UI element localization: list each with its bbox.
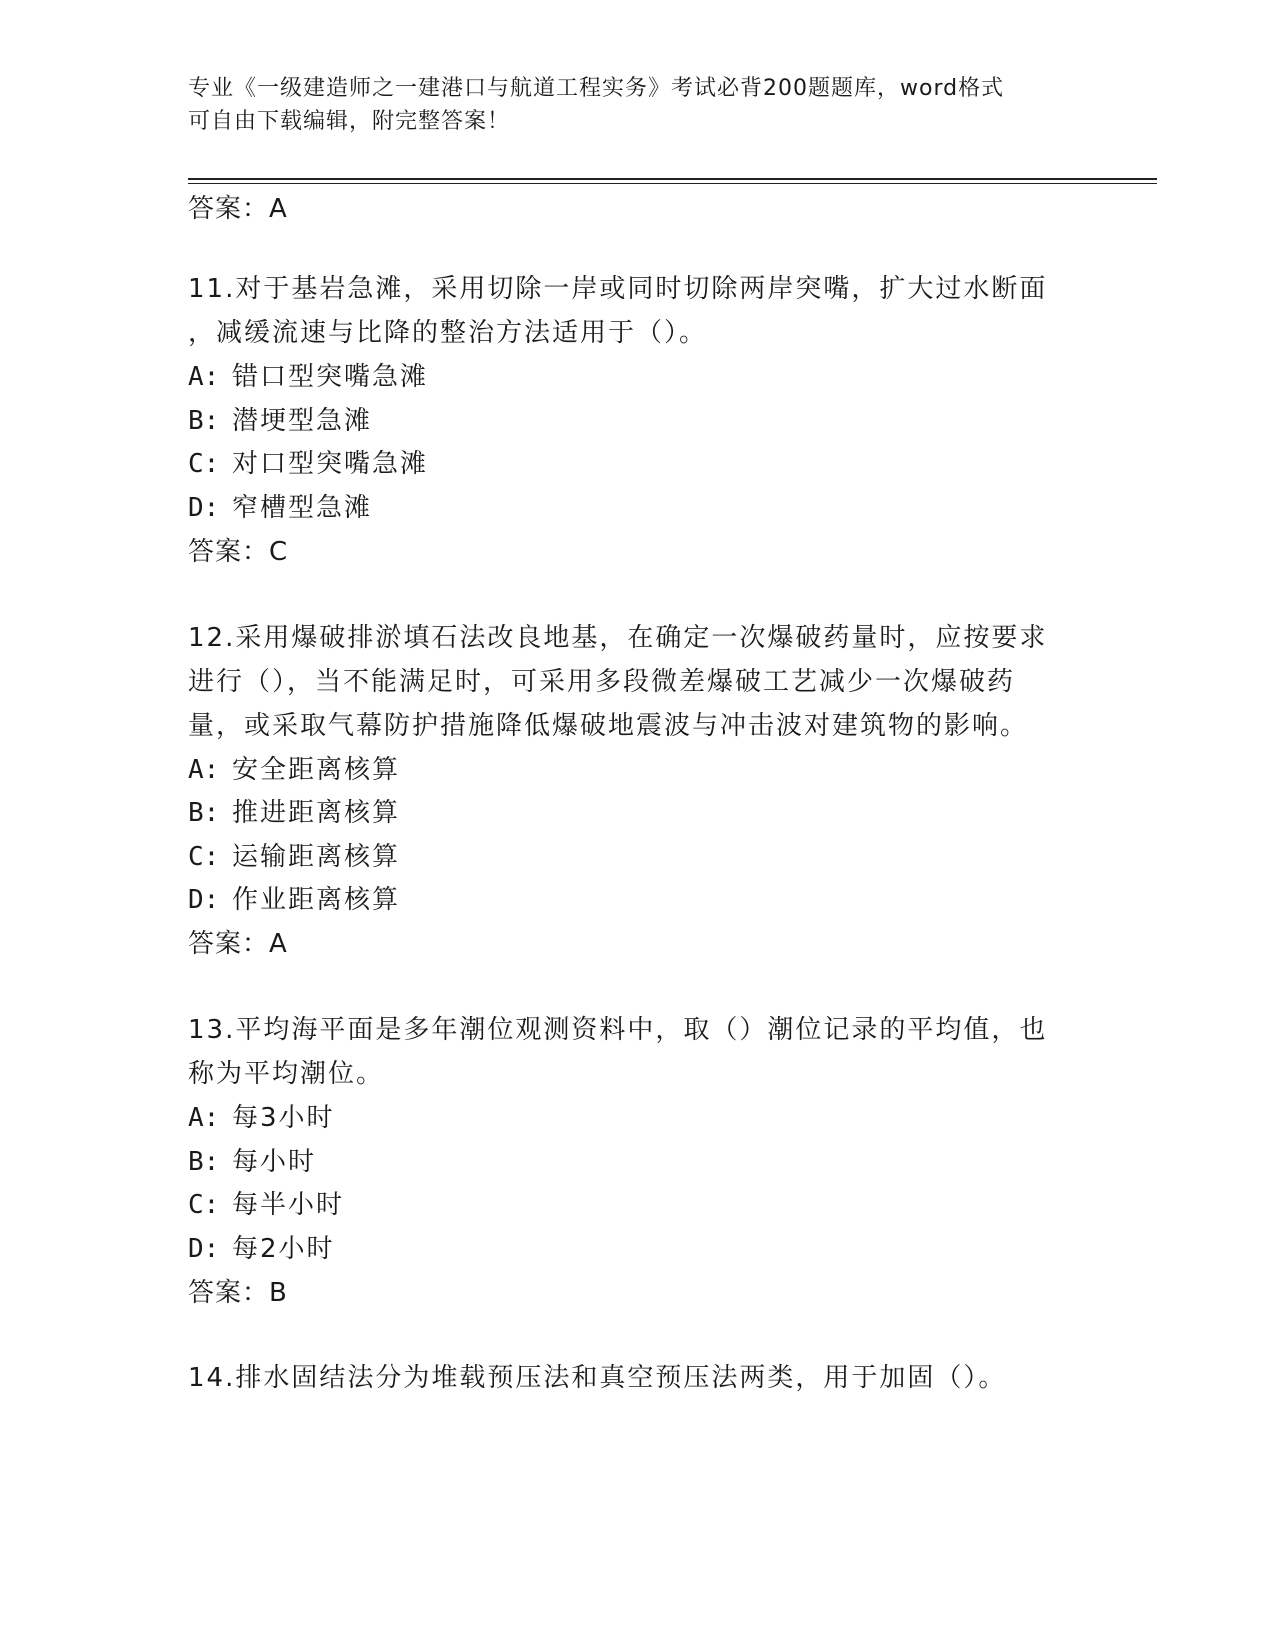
option-text: 运输距离核算 — [232, 842, 401, 872]
previous-answer: 答案：A — [188, 194, 288, 224]
option-text: 对口型突嘴急滩 — [232, 449, 429, 479]
question-13-stem-line-2: 称为平均潮位。 — [188, 1059, 385, 1089]
question-13-option-b — [188, 1145, 316, 1179]
question-12-option-a — [188, 753, 400, 787]
question-13-option-d — [188, 1232, 335, 1266]
question-11-option-a — [188, 360, 428, 394]
option-letter: B: — [188, 1147, 220, 1177]
question-11-option-b — [188, 404, 372, 438]
option-text: 安全距离核算 — [232, 755, 401, 785]
question-12-option-c — [188, 840, 400, 874]
option-letter: D: — [188, 1234, 220, 1264]
question-12-option-d — [188, 883, 400, 917]
question-11-option-c — [188, 447, 428, 481]
option-text: 错口型突嘴急滩 — [232, 362, 429, 392]
option-letter: A: — [188, 755, 220, 785]
option-letter: D: — [188, 885, 220, 915]
option-text: 窄槽型急滩 — [232, 493, 373, 523]
question-13-stem-line-1: 13.平均海平面是多年潮位观测资料中，取（）潮位记录的平均值，也 — [188, 1015, 1048, 1045]
question-13-answer: 答案：B — [188, 1278, 288, 1308]
header-divider — [188, 178, 1157, 180]
option-text: 作业距离核算 — [232, 885, 401, 915]
question-11-stem-line-2: ，减缓流速与比降的整治方法适用于（）。 — [188, 318, 708, 348]
option-letter: B: — [188, 798, 220, 828]
option-text: 每小时 — [232, 1147, 317, 1177]
question-11-option-d — [188, 491, 372, 525]
question-12-stem-line-2: 进行（），当不能满足时，可采用多段微差爆破工艺减少一次爆破药 — [188, 667, 1016, 697]
option-letter: C: — [188, 449, 220, 479]
question-11-stem-line-1: 11.对于基岩急滩，采用切除一岸或同时切除两岸突嘴，扩大过水断面 — [188, 274, 1048, 304]
question-12-option-b — [188, 796, 400, 830]
header-line-1: 专业《一级建造师之一建港口与航道工程实务》考试必背200题题库，word格式 — [188, 76, 1005, 101]
question-13-option-c — [188, 1188, 344, 1222]
question-14-stem-line-1: 14.排水固结法分为堆载预压法和真空预压法两类，用于加固（）。 — [188, 1363, 1007, 1393]
question-12-stem-line-3: 量，或采取气幕防护措施降低爆破地震波与冲击波对建筑物的影响。 — [188, 711, 1029, 741]
option-letter: A: — [188, 1103, 220, 1133]
question-12-answer: 答案：A — [188, 929, 288, 959]
option-text: 推进距离核算 — [232, 798, 401, 828]
question-11-answer: 答案：C — [188, 537, 289, 567]
option-letter: A: — [188, 362, 220, 392]
option-text: 每半小时 — [232, 1190, 345, 1220]
header-line-2: 可自由下载编辑，附完整答案！ — [188, 109, 511, 134]
option-text: 每3小时 — [232, 1103, 335, 1133]
document-header — [188, 72, 1068, 138]
header-divider-thin — [188, 183, 1157, 184]
option-letter: B: — [188, 406, 220, 436]
question-13-option-a — [188, 1101, 335, 1135]
option-letter: C: — [188, 842, 220, 872]
option-text: 潜埂型急滩 — [232, 406, 373, 436]
option-text: 每2小时 — [232, 1234, 335, 1264]
option-letter: D: — [188, 493, 220, 523]
option-letter: C: — [188, 1190, 220, 1220]
question-12-stem-line-1: 12.采用爆破排淤填石法改良地基，在确定一次爆破药量时，应按要求 — [188, 623, 1048, 653]
